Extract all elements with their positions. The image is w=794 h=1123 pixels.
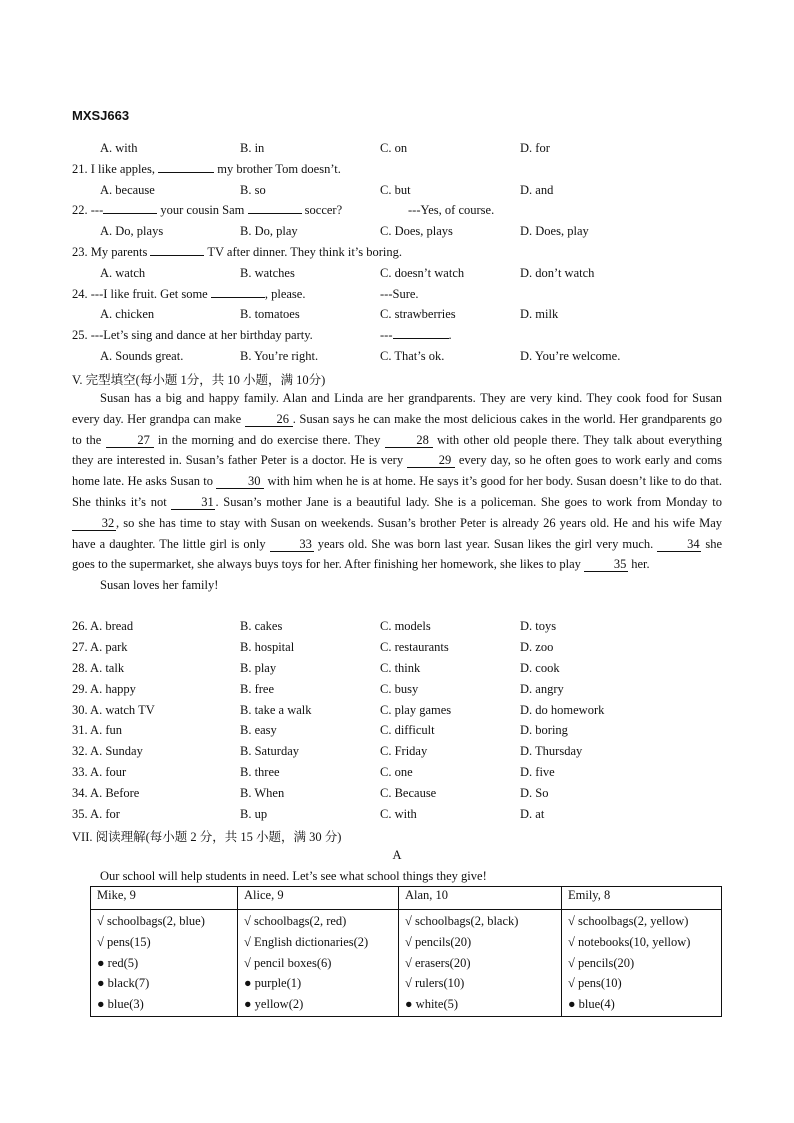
option-d: D. Does, play bbox=[520, 224, 589, 238]
option-b: B. tomatoes bbox=[240, 307, 300, 321]
cloze-blank: 26 bbox=[245, 413, 293, 427]
question-22-reply: ---Yes, of course. bbox=[408, 203, 495, 217]
question-25-stem: 25. ---Let’s sing and dance at her birthday party. bbox=[72, 328, 313, 342]
answer-blank bbox=[393, 338, 449, 339]
cloze-blank: 30 bbox=[216, 475, 264, 489]
option-a: A. Do, plays bbox=[100, 224, 164, 238]
table-header-cell: Emily, 8 bbox=[562, 887, 722, 910]
option-b: B. Do, play bbox=[240, 224, 298, 238]
answer-blank bbox=[150, 255, 204, 256]
option-b: B. watches bbox=[240, 266, 295, 280]
option-b: B. in bbox=[240, 141, 265, 155]
option-c: C. Does, plays bbox=[380, 224, 453, 238]
cloze-blank: 31 bbox=[171, 496, 215, 510]
option-c: C. strawberries bbox=[380, 307, 456, 321]
school-things-table bbox=[90, 886, 722, 1017]
option-a: A. watch bbox=[100, 266, 146, 280]
option-a: A. because bbox=[100, 183, 155, 197]
cloze-passage: Susan has a big and happy family. Alan and Linda are her grandparents. They are very kind. They cook food for Susan every day. Her grandpa can make 26 . Susan says he can make the most delicious cakes in the world. Her grandparents go to the 27 in the morning and do exercise there. They 28 with other old people there. They talk about everything they are interested in. Susan’s father Peter is a doctor. He is very 29 every day, so he often goes to work early and coms home late. He asks Susan to 30 with him when he is at home. He says it’s good for her body. Susan doesn’t like to do that. She thinks it’s not 31 . Susan’s mother Jane is a beautiful lady. She is a policeman. She goes to work from Monday to 32 , so she has time to stay with Susan on weekends. Susan’s brother Peter is already 26 years old. He and his wife May have a daughter. The little girl is only 33 years old. She was born last year. Susan likes the girl very much. 34 she goes to the supermarket, she always buys toys for her. After finishing her homework, she likes to play 35 her. Susan loves her family! bbox=[72, 388, 722, 596]
option-c: C. on bbox=[380, 141, 408, 155]
question-24-reply: ---Sure. bbox=[380, 287, 419, 301]
table-header-cell: Mike, 9 bbox=[91, 887, 238, 910]
option-d: D. for bbox=[520, 141, 550, 155]
option-b: B. You’re right. bbox=[240, 349, 319, 363]
cloze-blank: 29 bbox=[407, 454, 455, 468]
table-row bbox=[91, 910, 722, 1017]
table-header-row bbox=[91, 887, 722, 910]
table-cell-alan: √ schoolbags(2, black) √ pencils(20) √ erasers(20) √ rulers(10) ● white(5) bbox=[399, 910, 562, 1017]
cloze-blank: 28 bbox=[385, 434, 433, 448]
option-a: A. chicken bbox=[100, 307, 155, 321]
question-25-reply: --- . bbox=[380, 328, 452, 342]
option-c: C. That’s ok. bbox=[380, 349, 445, 363]
cloze-heading: V. 完型填空(每小题 1分，共 10 小题，满 10分) bbox=[72, 373, 326, 387]
question-24-stem: 24. ---I like fruit. Get some , please. bbox=[72, 287, 306, 301]
table-cell-emily: √ schoolbags(2, yellow) √ notebooks(10, yellow) √ pencils(20) √ pens(10) ● blue(4) bbox=[562, 910, 722, 1017]
cloze-closing: Susan loves her family! bbox=[100, 578, 219, 593]
answer-blank bbox=[158, 172, 214, 173]
cloze-blank: 32 bbox=[72, 517, 116, 531]
option-a: A. Sounds great. bbox=[100, 349, 184, 363]
option-d: D. You’re welcome. bbox=[520, 349, 621, 363]
option-d: D. milk bbox=[520, 307, 559, 321]
cloze-blank: 33 bbox=[270, 538, 314, 552]
cloze-blank: 35 bbox=[584, 558, 628, 572]
exam-code: MXSJ663 bbox=[72, 108, 130, 123]
option-d: D. don’t watch bbox=[520, 266, 595, 280]
table-cell-mike: √ schoolbags(2, blue) √ pens(15) ● red(5) ● black(7) ● blue(3) bbox=[91, 910, 238, 1017]
option-b: B. so bbox=[240, 183, 266, 197]
reading-heading: VII. 阅读理解(每小题 2 分，共 15 小题，满 30 分) bbox=[72, 830, 342, 844]
answer-blank bbox=[103, 213, 157, 214]
cloze-blank: 34 bbox=[657, 538, 701, 552]
option-a: A. with bbox=[100, 141, 138, 155]
table-header-cell: Alan, 10 bbox=[399, 887, 562, 910]
cloze-blank: 27 bbox=[106, 434, 154, 448]
question-23-stem: 23. My parents TV after dinner. They think it’s boring. bbox=[72, 245, 403, 259]
question-22-stem: 22. --- your cousin Sam soccer? bbox=[72, 203, 343, 217]
answer-blank bbox=[248, 213, 302, 214]
table-header-cell: Alice, 9 bbox=[238, 887, 399, 910]
reading-part-label: A bbox=[392, 848, 402, 862]
reading-intro: Our school will help students in need. Let’s see what school things they give! bbox=[100, 869, 487, 883]
question-21-stem: 21. I like apples, my brother Tom doesn’t. bbox=[72, 162, 341, 176]
option-d: D. and bbox=[520, 183, 554, 197]
option-c: C. doesn’t watch bbox=[380, 266, 465, 280]
option-c: C. but bbox=[380, 183, 411, 197]
answer-blank bbox=[211, 297, 265, 298]
table-cell-alice: √ schoolbags(2, red) √ English dictionaries(2) √ pencil boxes(6) ● purple(1) ● yellow(2) bbox=[238, 910, 399, 1017]
